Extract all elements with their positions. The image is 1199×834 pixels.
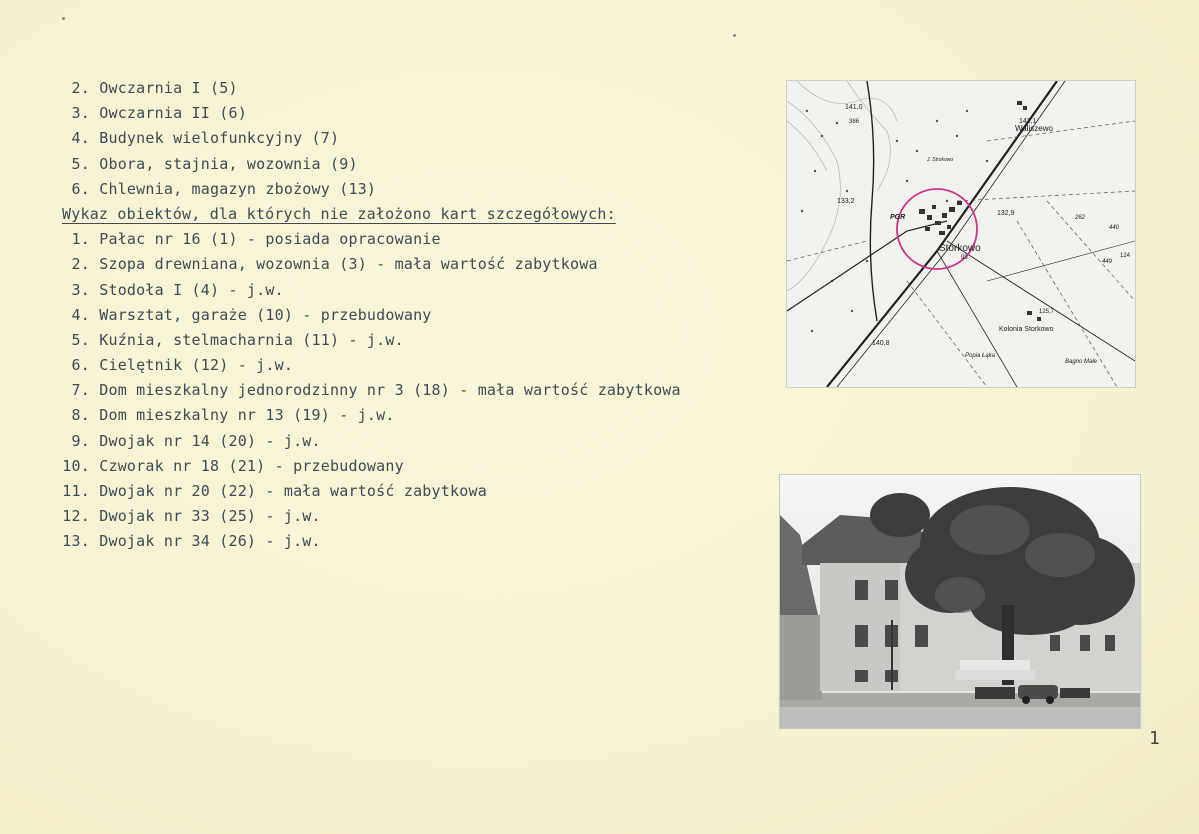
list-item-text: Chlewnia, magazyn zbożowy (13) bbox=[99, 179, 377, 198]
svg-text:93: 93 bbox=[961, 255, 968, 261]
svg-text:262: 262 bbox=[1075, 215, 1086, 221]
list-item-text: Czworak nr 18 (21) - przebudowany bbox=[99, 456, 404, 475]
list-item-text: Stodoła I (4) - j.w. bbox=[99, 280, 284, 299]
list-item-text: Owczarnia II (6) bbox=[99, 104, 247, 123]
list-item-text: Dom mieszkalny nr 13 (19) - j.w. bbox=[99, 406, 395, 425]
list-item-number: 5. bbox=[71, 330, 90, 349]
list-item bbox=[50, 429, 681, 454]
svg-text:132,9: 132,9 bbox=[997, 210, 1015, 217]
list-item-text: Cielętnik (12) - j.w. bbox=[99, 356, 294, 375]
list-item-text: Pałac nr 16 (1) - posiada opracowanie bbox=[99, 230, 441, 249]
list-item-number: 10. bbox=[62, 456, 90, 475]
list-item-number: 7. bbox=[71, 381, 90, 400]
list-item-number: 2. bbox=[71, 79, 90, 97]
object-list bbox=[50, 76, 681, 555]
svg-text:PGR: PGR bbox=[890, 214, 906, 221]
svg-text:449: 449 bbox=[1102, 259, 1113, 265]
list-item bbox=[50, 252, 681, 277]
list-item bbox=[50, 76, 681, 101]
list-item-number: 12. bbox=[62, 507, 90, 526]
list-item-text: Owczarnia I (5) bbox=[99, 79, 238, 97]
list-item-text: Warsztat, garaże (10) - przebudowany bbox=[99, 305, 432, 324]
list-item-number: 6. bbox=[71, 179, 90, 198]
building-photo bbox=[779, 474, 1141, 729]
svg-text:Popia Łąka: Popia Łąka bbox=[965, 353, 996, 359]
list-item-number: 4. bbox=[71, 305, 90, 324]
list-item bbox=[50, 303, 681, 328]
topographic-map bbox=[787, 81, 1135, 387]
list-item bbox=[50, 479, 681, 504]
list-item bbox=[50, 177, 681, 202]
svg-text:141,0: 141,0 bbox=[845, 104, 863, 111]
svg-text:125,7: 125,7 bbox=[1039, 309, 1055, 315]
list-item-number: 8. bbox=[71, 406, 90, 425]
list-item-text: Szopa drewniana, wozownia (3) - mała wartość zabytkowa bbox=[99, 255, 598, 274]
svg-text:386: 386 bbox=[849, 119, 860, 125]
list-item-number: 6. bbox=[71, 356, 90, 375]
svg-text:Kolonia Storkowo: Kolonia Storkowo bbox=[999, 326, 1054, 333]
paper-speck bbox=[62, 17, 65, 20]
list-item bbox=[50, 328, 681, 353]
list-item bbox=[50, 353, 681, 378]
list-item bbox=[50, 152, 681, 177]
list-item bbox=[50, 454, 681, 479]
list-item-number: 3. bbox=[71, 280, 90, 299]
list-item-text: Kuźnia, stelmacharnia (11) - j.w. bbox=[99, 330, 404, 349]
list-item-text: Dwojak nr 33 (25) - j.w. bbox=[99, 507, 321, 526]
section-header: Wykaz obiektów, dla których nie założono kart szczegółowych: bbox=[62, 204, 616, 223]
svg-text:133,2: 133,2 bbox=[837, 198, 855, 205]
svg-text:124: 124 bbox=[1120, 253, 1131, 259]
list-item-text: Obora, stajnia, wozownia (9) bbox=[99, 154, 358, 173]
svg-text:Storkowo: Storkowo bbox=[939, 243, 981, 254]
list-item-number: 13. bbox=[62, 532, 90, 551]
svg-text:440: 440 bbox=[1109, 225, 1120, 231]
list-item-number: 3. bbox=[71, 104, 90, 123]
list-item-number: 11. bbox=[62, 482, 90, 500]
list-item bbox=[50, 378, 681, 403]
list-item-number: 1. bbox=[71, 230, 90, 249]
list-item bbox=[50, 126, 681, 151]
list-item-number: 2. bbox=[71, 255, 90, 274]
list-item-text: Dom mieszkalny jednorodzinny nr 3 (18) - mała wartość zabytkowa bbox=[99, 381, 681, 400]
list-item bbox=[50, 227, 681, 252]
svg-text:142,1: 142,1 bbox=[1019, 118, 1037, 125]
svg-text:140,8: 140,8 bbox=[872, 340, 890, 347]
svg-text:Waliszewo: Waliszewo bbox=[1015, 124, 1053, 133]
list-item-number: 4. bbox=[71, 129, 90, 148]
list-item bbox=[50, 403, 681, 428]
manor-house-photo bbox=[780, 475, 1140, 728]
list-item bbox=[50, 504, 681, 529]
list-item bbox=[50, 529, 681, 554]
list-item-text: Dwojak nr 34 (26) - j.w. bbox=[99, 532, 321, 551]
list-item-text: Budynek wielofunkcyjny (7) bbox=[99, 129, 340, 148]
svg-text:Bagno Małe: Bagno Małe bbox=[1065, 359, 1098, 365]
list-item bbox=[50, 278, 681, 303]
list-item-text: Dwojak nr 14 (20) - j.w. bbox=[99, 431, 321, 450]
list-item-number: 9. bbox=[71, 431, 90, 450]
list-item-number: 5. bbox=[71, 154, 90, 173]
list-item-text: Dwojak nr 20 (22) - mała wartość zabytkowa bbox=[99, 482, 487, 500]
list-item bbox=[50, 101, 681, 126]
svg-text:J. Strokowo: J. Strokowo bbox=[927, 157, 954, 163]
paper-speck bbox=[733, 34, 736, 37]
map-image bbox=[786, 80, 1136, 388]
page-number: 1 bbox=[1149, 728, 1160, 749]
